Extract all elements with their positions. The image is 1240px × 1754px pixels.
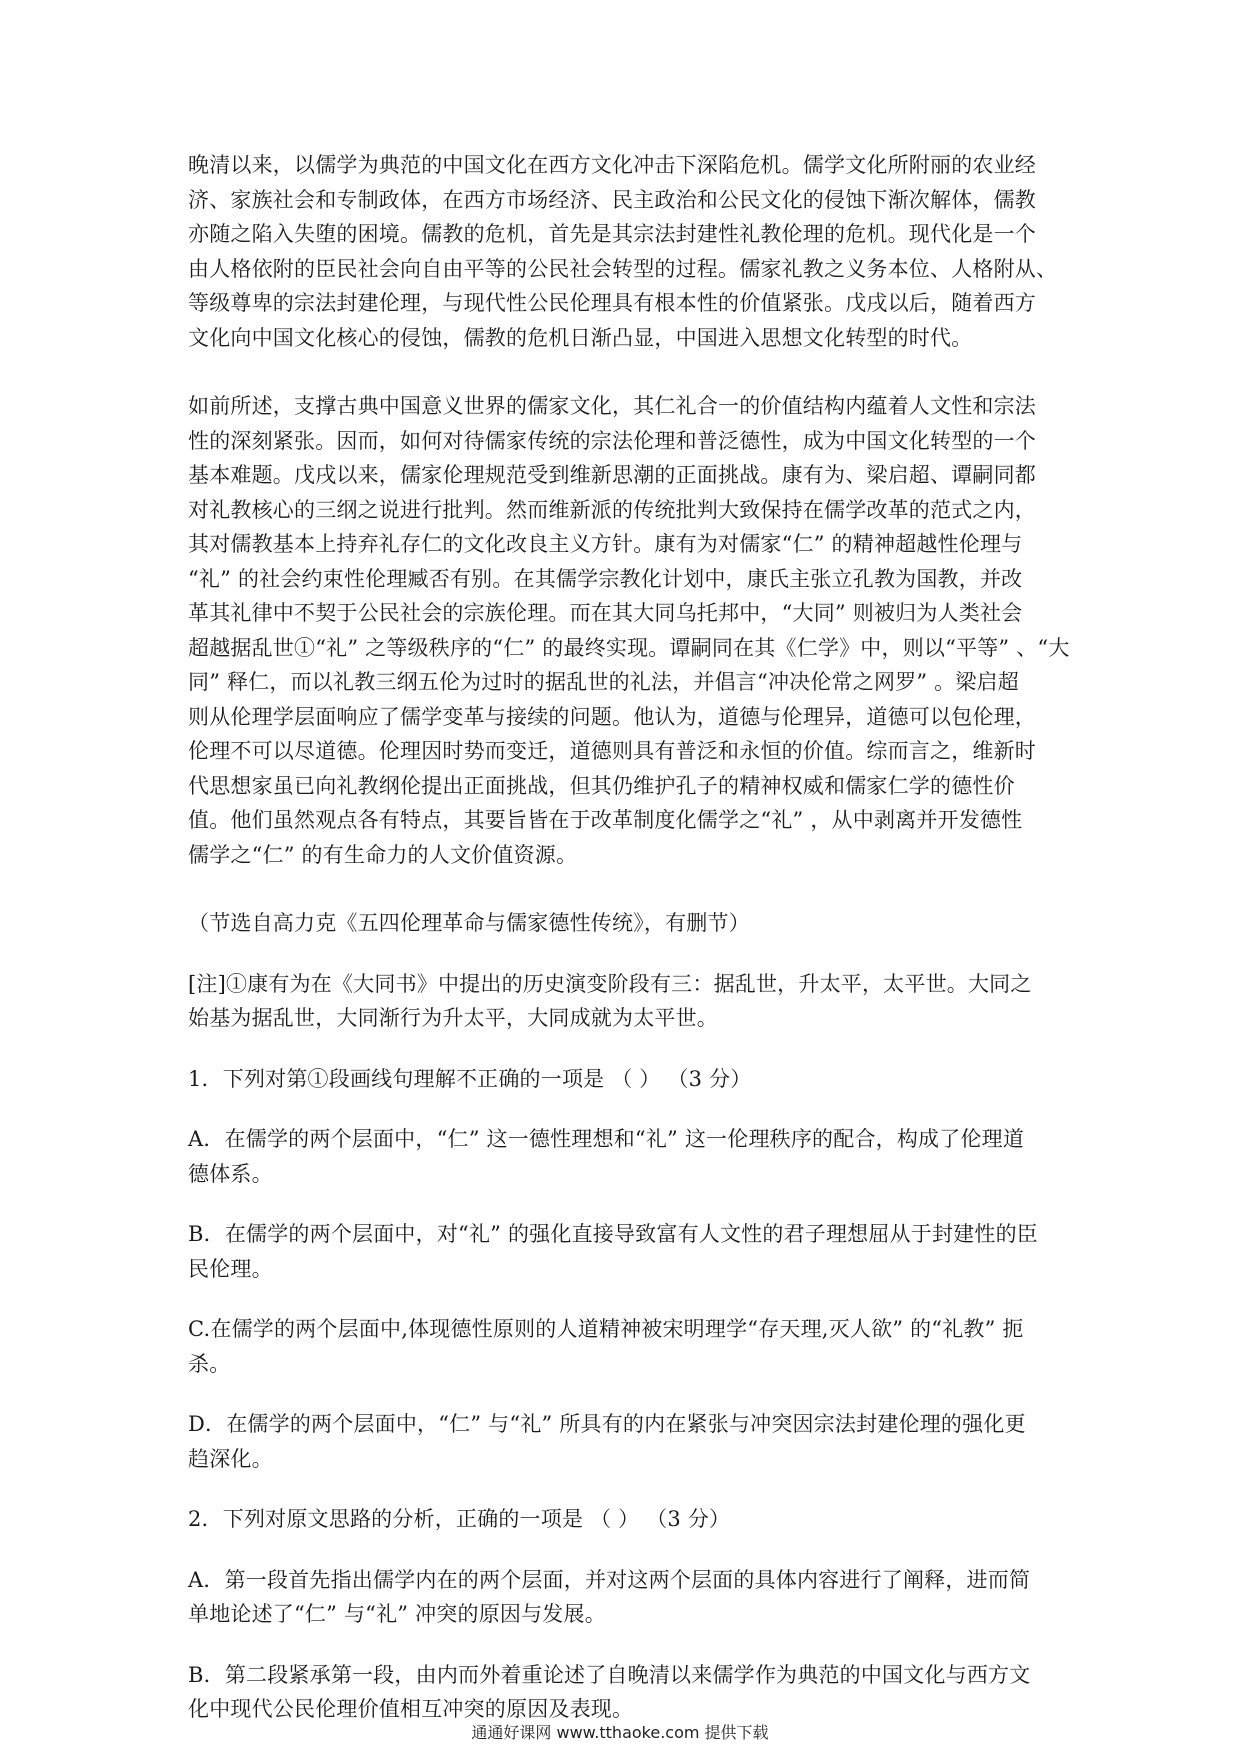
text-line: 由人格依附的臣民社会向自由平等的公民社会转型的过程。儒家礼教之义务本位、人格附从、	[188, 256, 1058, 281]
text-line: 文化向中国文化核心的侵蚀，儒教的危机日渐凸显，中国进入思想文化转型的时代。	[188, 325, 973, 350]
text-line: 其对儒教基本上持弃礼存仁的文化改良主义方针。康有为对儒家“仁” 的精神超越性伦理与	[188, 532, 1023, 556]
text-line: C.在儒学的两个层面中,体现德性原则的人道精神被宋明理学“存天理,灭人欲” 的“礼教” 扼	[188, 1317, 1024, 1341]
text-line: 同” 释仁，而以礼教三纲五伦为过时的据乱世的礼法，并倡言“冲决伦常之网罗” 。梁启超	[188, 670, 1019, 694]
text-line: 则从伦理学层面响应了儒学变革与接续的问题。他认为，道德与伦理异，道德可以包伦理，	[188, 704, 1036, 729]
text-line: 性的深刻紧张。因而，如何对待儒家传统的宗法伦理和普泛德性，成为中国文化转型的一个	[188, 428, 1036, 453]
question-2-option-a	[188, 1563, 1058, 1632]
text-line: （节选自高力克《五四伦理革命与儒家德性传统》，有删节）	[188, 911, 750, 935]
text-line: D．在儒学的两个层面中，“仁” 与“礼” 所具有的内在紧张与冲突因宗法封建伦理的强化更	[188, 1412, 1026, 1436]
paragraph-3	[188, 148, 1058, 355]
footnote	[188, 967, 1058, 1036]
text-line: 代思想家虽已向礼教纲伦提出正面挑战，但其仍维护孔子的精神权威和儒家仁学的德性价	[188, 773, 1015, 798]
text-line: [注]①康有为在《大同书》中提出的历史演变阶段有三：据乱世，升太平，太平世。大同之	[188, 971, 1032, 996]
question-1-option-a	[188, 1122, 1058, 1191]
text-line: A．在儒学的两个层面中，“仁” 这一德性理想和“礼” 这一伦理秩序的配合，构成了伦理道	[188, 1127, 1025, 1151]
page-footer: 通通好课网 www.tthaoke.com 提供下载	[471, 1723, 769, 1742]
text-line: 1．下列对第①段画线句理解不正确的一项是 （ ） （3 分）	[188, 1066, 752, 1091]
text-line: 2．下列对原文思路的分析，正确的一项是 （ ） （3 分）	[188, 1507, 731, 1531]
question-1-option-c	[188, 1312, 1058, 1381]
question-1-stem	[188, 1062, 1058, 1097]
text-line: 伦理不可以尽道德。伦理因时势而变迁，道德则具有普泛和永恒的价值。综而言之，维新时	[188, 739, 1036, 763]
text-line: 晚清以来，以儒学为典范的中国文化在西方文化冲击下深陷危机。儒学文化所附丽的农业经	[188, 153, 1036, 177]
text-line: 民伦理。	[188, 1256, 273, 1281]
text-line: 亦随之陷入失堕的困境。儒教的危机，首先是其宗法封建性礼教伦理的危机。现代化是一个	[188, 222, 1036, 246]
text-line: “礼” 的社会约束性伦理臧否有别。在其儒学宗教化计划中，康氏主张立孔教为国教，并改	[188, 566, 1023, 591]
question-2-option-b	[188, 1658, 1058, 1727]
text-line: 等级尊卑的宗法封建伦理，与现代性公民伦理具有根本性的价值紧张。戊戌以后，随着西方	[188, 291, 1036, 315]
text-line: B．第二段紧承第一段，由内而外着重论述了自晚清以来儒学作为典范的中国文化与西方文	[188, 1662, 1031, 1687]
question-2-stem	[188, 1502, 1058, 1537]
source-citation	[188, 906, 1058, 941]
text-line: 基本难题。戊戌以来，儒家伦理规范受到维新思潮的正面挑战。康有为、梁启超、谭嗣同都	[188, 463, 1036, 487]
text-line: 单地论述了“仁” 与“礼” 冲突的原因与发展。	[188, 1602, 606, 1626]
text-line: 革其礼律中不契于公民社会的宗族伦理。而在其大同乌托邦中，“大同” 则被归为人类社会	[188, 601, 1023, 625]
question-1-option-b	[188, 1217, 1058, 1286]
text-line: 始基为据乱世，大同渐行为升太平，大同成就为太平世。	[188, 1006, 718, 1030]
text-line: 值。他们虽然观点各有特点，其要旨皆在于改革制度化儒学之“礼” ，从中剥离并开发德性	[188, 808, 1023, 832]
text-line: 趋深化。	[188, 1446, 273, 1471]
text-line: 济、家族社会和专制政体，在西方市场经济、民主政治和公民文化的侵蚀下渐次解体，儒教	[188, 187, 1036, 212]
text-line: 化中现代公民伦理价值相互冲突的原因及表现。	[188, 1697, 634, 1721]
text-line: 德体系。	[188, 1161, 273, 1186]
document-body	[188, 148, 1070, 1727]
text-line: A．第一段首先指出儒学内在的两个层面，并对这两个层面的具体内容进行了阐释，进而简	[188, 1567, 1031, 1592]
text-line: 杀。	[188, 1351, 231, 1376]
text-line: 对礼教核心的三纲之说进行批判。然而维新派的传统批判大致保持在儒学改革的范式之内，	[188, 497, 1036, 522]
text-line: 如前所述，支撑古典中国意义世界的儒家文化，其仁礼合一的价值结构内蕴着人文性和宗法	[188, 394, 1036, 418]
question-1-option-d	[188, 1407, 1058, 1476]
paragraph-4	[188, 389, 1070, 872]
text-line: B．在儒学的两个层面中，对“礼” 的强化直接导致富有人文性的君子理想屈从于封建性的臣	[188, 1222, 1038, 1246]
text-line: 儒学之“仁” 的有生命力的人文价值资源。	[188, 842, 578, 867]
text-line: 超越据乱世①“礼” 之等级秩序的“仁” 的最终实现。谭嗣同在其《仁学》中，则以“平等” 、“大	[188, 635, 1070, 660]
